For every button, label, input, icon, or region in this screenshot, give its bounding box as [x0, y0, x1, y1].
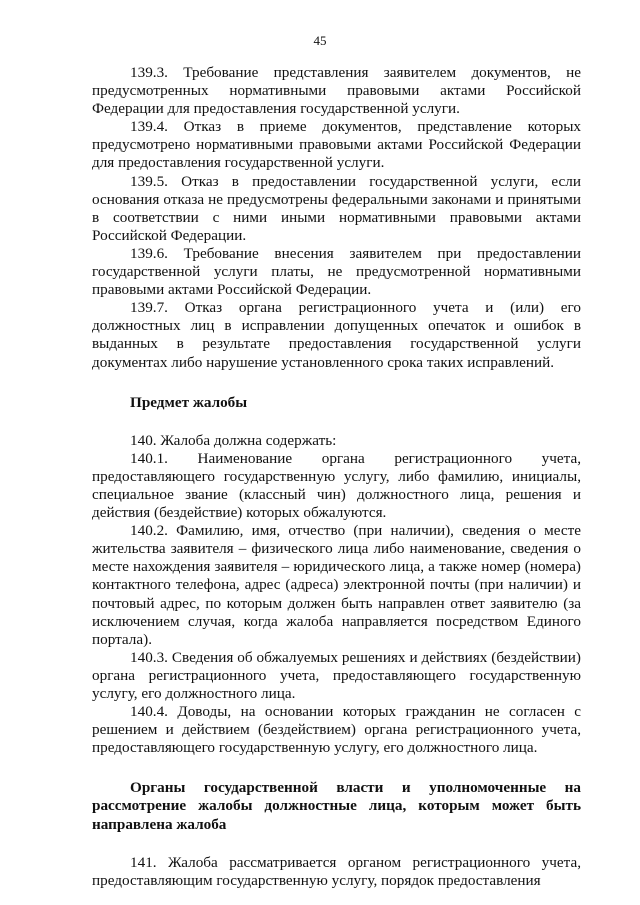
- paragraph-139-5: 139.5. Отказ в предоставлении государственной услуги, если основания отказа не предусмотрены федеральными законами и принятыми в соответствии с ними иными нормативными правовыми актами Российской Федерации.: [92, 172, 581, 244]
- paragraph-139-4: 139.4. Отказ в приеме документов, представление которых предусмотрено нормативными правовыми актами Российской Федерации для предоставления государственной услуги.: [92, 118, 581, 172]
- page-number: 45: [313, 33, 327, 48]
- paragraph-140-1: 140.1. Наименование органа регистрационного учета, предоставляющего государственную услугу, либо фамилию, инициалы, специальное звание (классный чин) должностного лица, решения и действия (бездействие) которых обжалуются.: [92, 449, 581, 522]
- paragraph-141: 141. Жалоба рассматривается органом регистрационного учета, предоставляющим государственную услугу, порядок предоставления: [92, 853, 581, 889]
- section-heading-subject: Предмет жалобы: [130, 393, 248, 411]
- paragraph-140-2: 140.2. Фамилию, имя, отчество (при наличии), сведения о месте жительства заявителя – физического лица либо наименование, сведения о месте нахождения заявителя – юридического лица, а также номер (номера) контактного телефона, адрес (адреса) электронной почты (при наличии) и почтовый адрес, по которым должен быть направлен ответ заявителю (за исключением случая, когда жалоба направляется посредством Единого портала).: [92, 522, 581, 648]
- paragraph-139-3: 139.3. Требование представления заявителем документов, не предусмотренных нормативными правовыми актами Российской Федерации для предоставления государственной услуги.: [92, 64, 581, 118]
- section-heading-bodies: Органы государственной власти и уполномоченные на рассмотрение жалобы должностные лица, которым может быть направлена жалоба: [92, 779, 581, 833]
- document-body: [92, 64, 581, 890]
- paragraph-139-6: 139.6. Требование внесения заявителем при предоставлении государственной услуги платы, не предусмотренной нормативными правовыми актами Российской Федерации.: [92, 244, 581, 299]
- paragraph-139-7: 139.7. Отказ органа регистрационного учета и (или) его должностных лиц в исправлении допущенных опечаток и ошибок в выданных в результате предоставления государственной услуги документах либо нарушение установленного срока таких исправлений.: [92, 299, 581, 371]
- paragraph-140-4: 140.4. Доводы, на основании которых гражданин не согласен с решением и действием (бездействием) органа регистрационного учета, предоставляющего государственную услугу, его должностного лица.: [92, 703, 581, 757]
- paragraph-140: 140. Жалоба должна содержать:: [130, 431, 337, 449]
- paragraph-140-3: 140.3. Сведения об обжалуемых решениях и действиях (бездействии) органа регистрационного учета, предоставляющего государственную услугу, его должностного лица.: [92, 648, 581, 702]
